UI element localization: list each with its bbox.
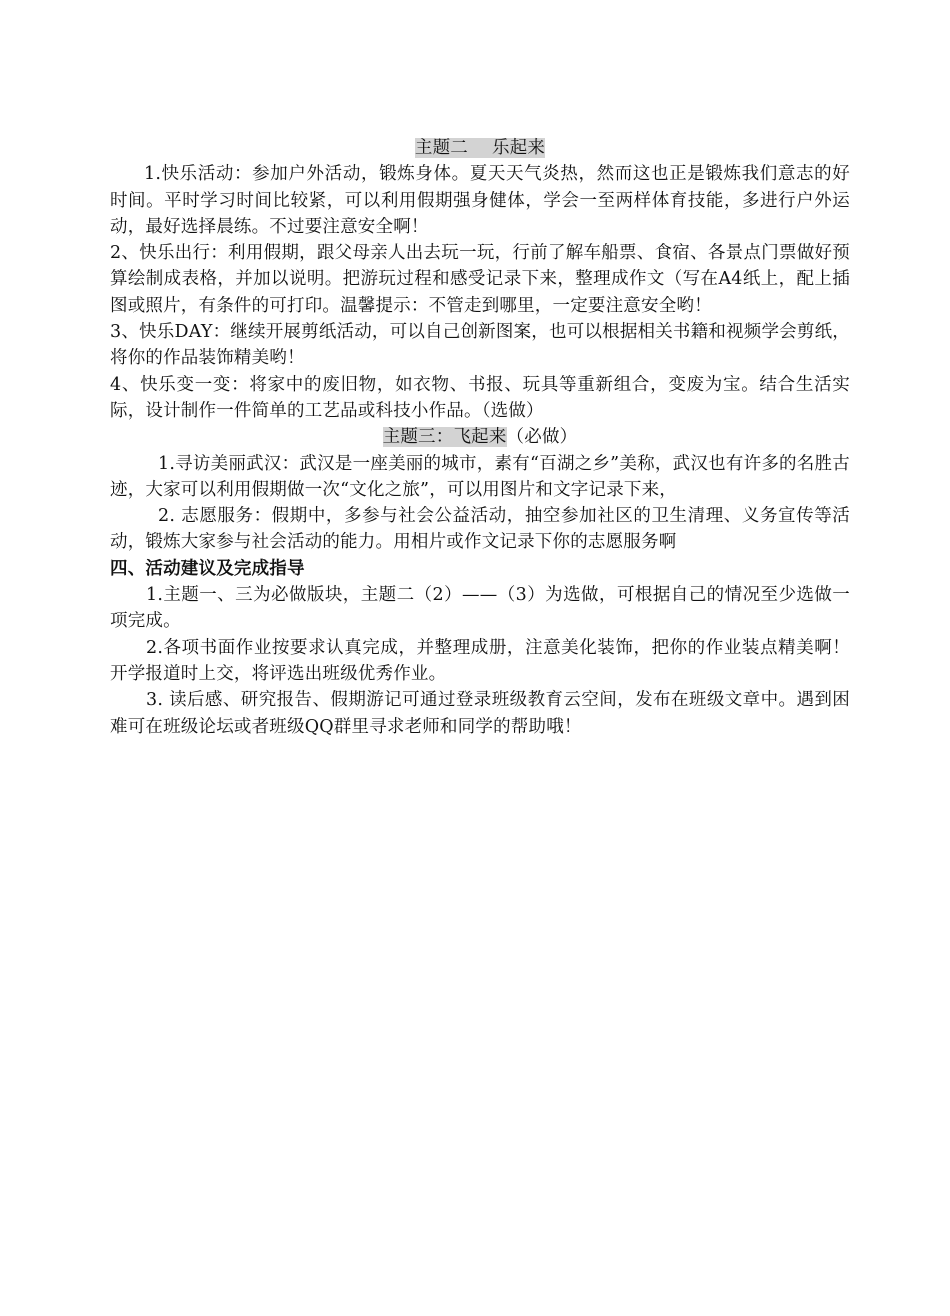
- theme3-heading: [110, 424, 850, 450]
- section4-item-1: 1.主题一、三为必做版块，主题二（2）——（3）为选做，可根据自己的情况至少选做一项完成。: [110, 585, 850, 632]
- section4-item-2: 2.各项书面作业按要求认真完成，并整理成册，注意美化装饰，把你的作业装点精美啊！开学报道时上交，将评选出班级优秀作业。: [110, 637, 850, 684]
- theme2-heading-highlight: [415, 138, 545, 158]
- theme2-label: 主题二: [414, 138, 468, 158]
- section4-heading: 四、活动建议及完成指导: [110, 558, 305, 579]
- theme2-item-2: 2、快乐出行：利用假期，跟父母亲人出去玩一玩，行前了解车船票、食宿、各景点门票做好预算绘制成表格，并加以说明。把游玩过程和感受记录下来，整理成作文（写在A4纸上，配上插图或照片，有条件的可打印。温馨提示：不管走到哪里，一定要注意安全哟！: [110, 243, 850, 316]
- section4-item-3: 3. 读后感、研究报告、假期游记可通过登录班级教育云空间，发布在班级文章中。遇到困难可在班级论坛或者班级QQ群里寻求老师和同学的帮助哦！: [110, 690, 850, 737]
- theme3-title: 主题三：飞起来: [382, 427, 507, 448]
- theme3-suffix: （必做）: [506, 427, 578, 448]
- document-page: [110, 135, 850, 740]
- theme2-item-3: 3、快乐DAY：继续开展剪纸活动，可以自己创新图案，也可以根据相关书籍和视频学会剪纸，将你的作品装饰精美哟！: [110, 322, 850, 369]
- theme2-item-4: 4、快乐变一变：将家中的废旧物，如衣物、书报、玩具等重新组合，变废为宝。结合生活实际，设计制作一件简单的工艺品或科技小作品。（选做）: [110, 374, 850, 421]
- theme2-item-1: 1.快乐活动：参加户外活动，锻炼身体。夏天天气炎热，然而这也正是锻炼我们意志的好时间。平时学习时间比较紧，可以利用假期强身健体，学会一至两样体育技能，多进行户外运动，最好选择晨练。不过要注意安全啊！: [110, 164, 850, 237]
- theme2-name: 乐起来: [492, 138, 546, 158]
- theme2-heading: [110, 135, 850, 161]
- theme3-item-2: 2. 志愿服务：假期中，多参与社会公益活动，抽空参加社区的卫生清理、义务宣传等活动，锻炼大家参与社会活动的能力。用相片或作文记录下你的志愿服务啊: [110, 506, 850, 553]
- theme3-item-1: 1.寻访美丽武汉：武汉是一座美丽的城市，素有“百湖之乡”美称，武汉也有许多的名胜古迹，大家可以利用假期做一次“文化之旅”，可以用图片和文字记录下来，: [110, 453, 850, 500]
